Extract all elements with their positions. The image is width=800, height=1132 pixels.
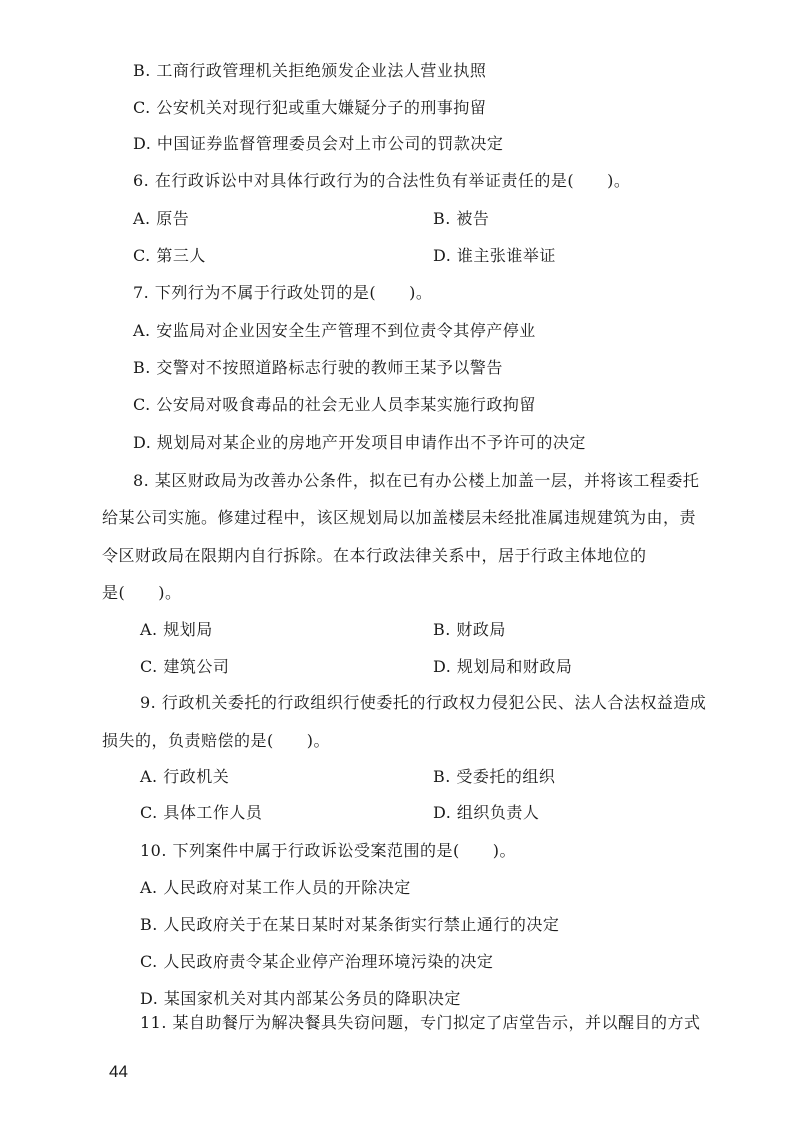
q10-stem: 10. 下列案件中属于行政诉讼受案范围的是( )。 bbox=[140, 841, 517, 860]
q9-option-a: A. 行政机关 bbox=[140, 767, 230, 786]
q8-stem-line-4: 是( )。 bbox=[102, 583, 182, 602]
q8-option-b: B. 财政局 bbox=[433, 620, 506, 639]
q6-option-d: D. 谁主张谁举证 bbox=[433, 246, 556, 265]
q6-option-a: A. 原告 bbox=[133, 209, 190, 228]
q8-option-d: D. 规划局和财政局 bbox=[433, 657, 573, 676]
q9-stem-line-2: 损失的，负责赔偿的是( )。 bbox=[102, 731, 330, 750]
q8-option-a: A. 规划局 bbox=[140, 620, 213, 639]
q7-option-a: A. 安监局对企业因安全生产管理不到位责令其停产停业 bbox=[133, 321, 536, 340]
q8-stem-line-2: 给某公司实施。修建过程中，该区规划局以加盖楼层未经批准属违规建筑为由，责 bbox=[102, 508, 697, 527]
q8-stem-line-1: 8. 某区财政局为改善办公条件，拟在已有办公楼上加盖一层，并将该工程委托 bbox=[133, 471, 700, 490]
q9-option-c: C. 具体工作人员 bbox=[140, 803, 263, 822]
q7-option-c: C. 公安局对吸食毒品的社会无业人员李某实施行政拘留 bbox=[133, 395, 536, 414]
q5-option-d: D. 中国证券监督管理委员会对上市公司的罚款决定 bbox=[133, 134, 504, 153]
page-number: 44 bbox=[109, 1062, 128, 1081]
q11-stem-line-1: 11. 某自助餐厅为解决餐具失窃问题，专门拟定了店堂告示，并以醒目的方式 bbox=[140, 1013, 701, 1032]
q7-option-b: B. 交警对不按照道路标志行驶的教师王某予以警告 bbox=[133, 358, 503, 377]
q5-option-c: C. 公安机关对现行犯或重大嫌疑分子的刑事拘留 bbox=[133, 98, 487, 117]
q10-option-a: A. 人民政府对某工作人员的开除决定 bbox=[140, 878, 411, 897]
q10-option-c: C. 人民政府责令某企业停产治理环境污染的决定 bbox=[140, 952, 494, 971]
q9-stem-line-1: 9. 行政机关委托的行政组织行使委托的行政权力侵犯公民、法人合法权益造成 bbox=[140, 693, 707, 712]
q6-stem: 6. 在行政诉讼中对具体行政行为的合法性负有举证责任的是( )。 bbox=[133, 171, 631, 190]
q9-option-b: B. 受委托的组织 bbox=[433, 767, 556, 786]
q6-option-c: C. 第三人 bbox=[133, 246, 206, 265]
q8-option-c: C. 建筑公司 bbox=[140, 657, 230, 676]
q8-stem-line-3: 令区财政局在限期内自行拆除。在本行政法律关系中，居于行政主体地位的 bbox=[102, 546, 647, 565]
q9-option-d: D. 组织负责人 bbox=[433, 803, 540, 822]
q7-option-d: D. 规划局对某企业的房地产开发项目申请作出不予许可的决定 bbox=[133, 433, 586, 452]
q10-option-b: B. 人民政府关于在某日某时对某条街实行禁止通行的决定 bbox=[140, 915, 560, 934]
q6-option-b: B. 被告 bbox=[433, 209, 490, 228]
q7-stem: 7. 下列行为不属于行政处罚的是( )。 bbox=[133, 283, 433, 302]
q5-option-b: B. 工商行政管理机关拒绝颁发企业法人营业执照 bbox=[133, 61, 487, 80]
q10-option-d: D. 某国家机关对其内部某公务员的降职决定 bbox=[140, 989, 461, 1008]
